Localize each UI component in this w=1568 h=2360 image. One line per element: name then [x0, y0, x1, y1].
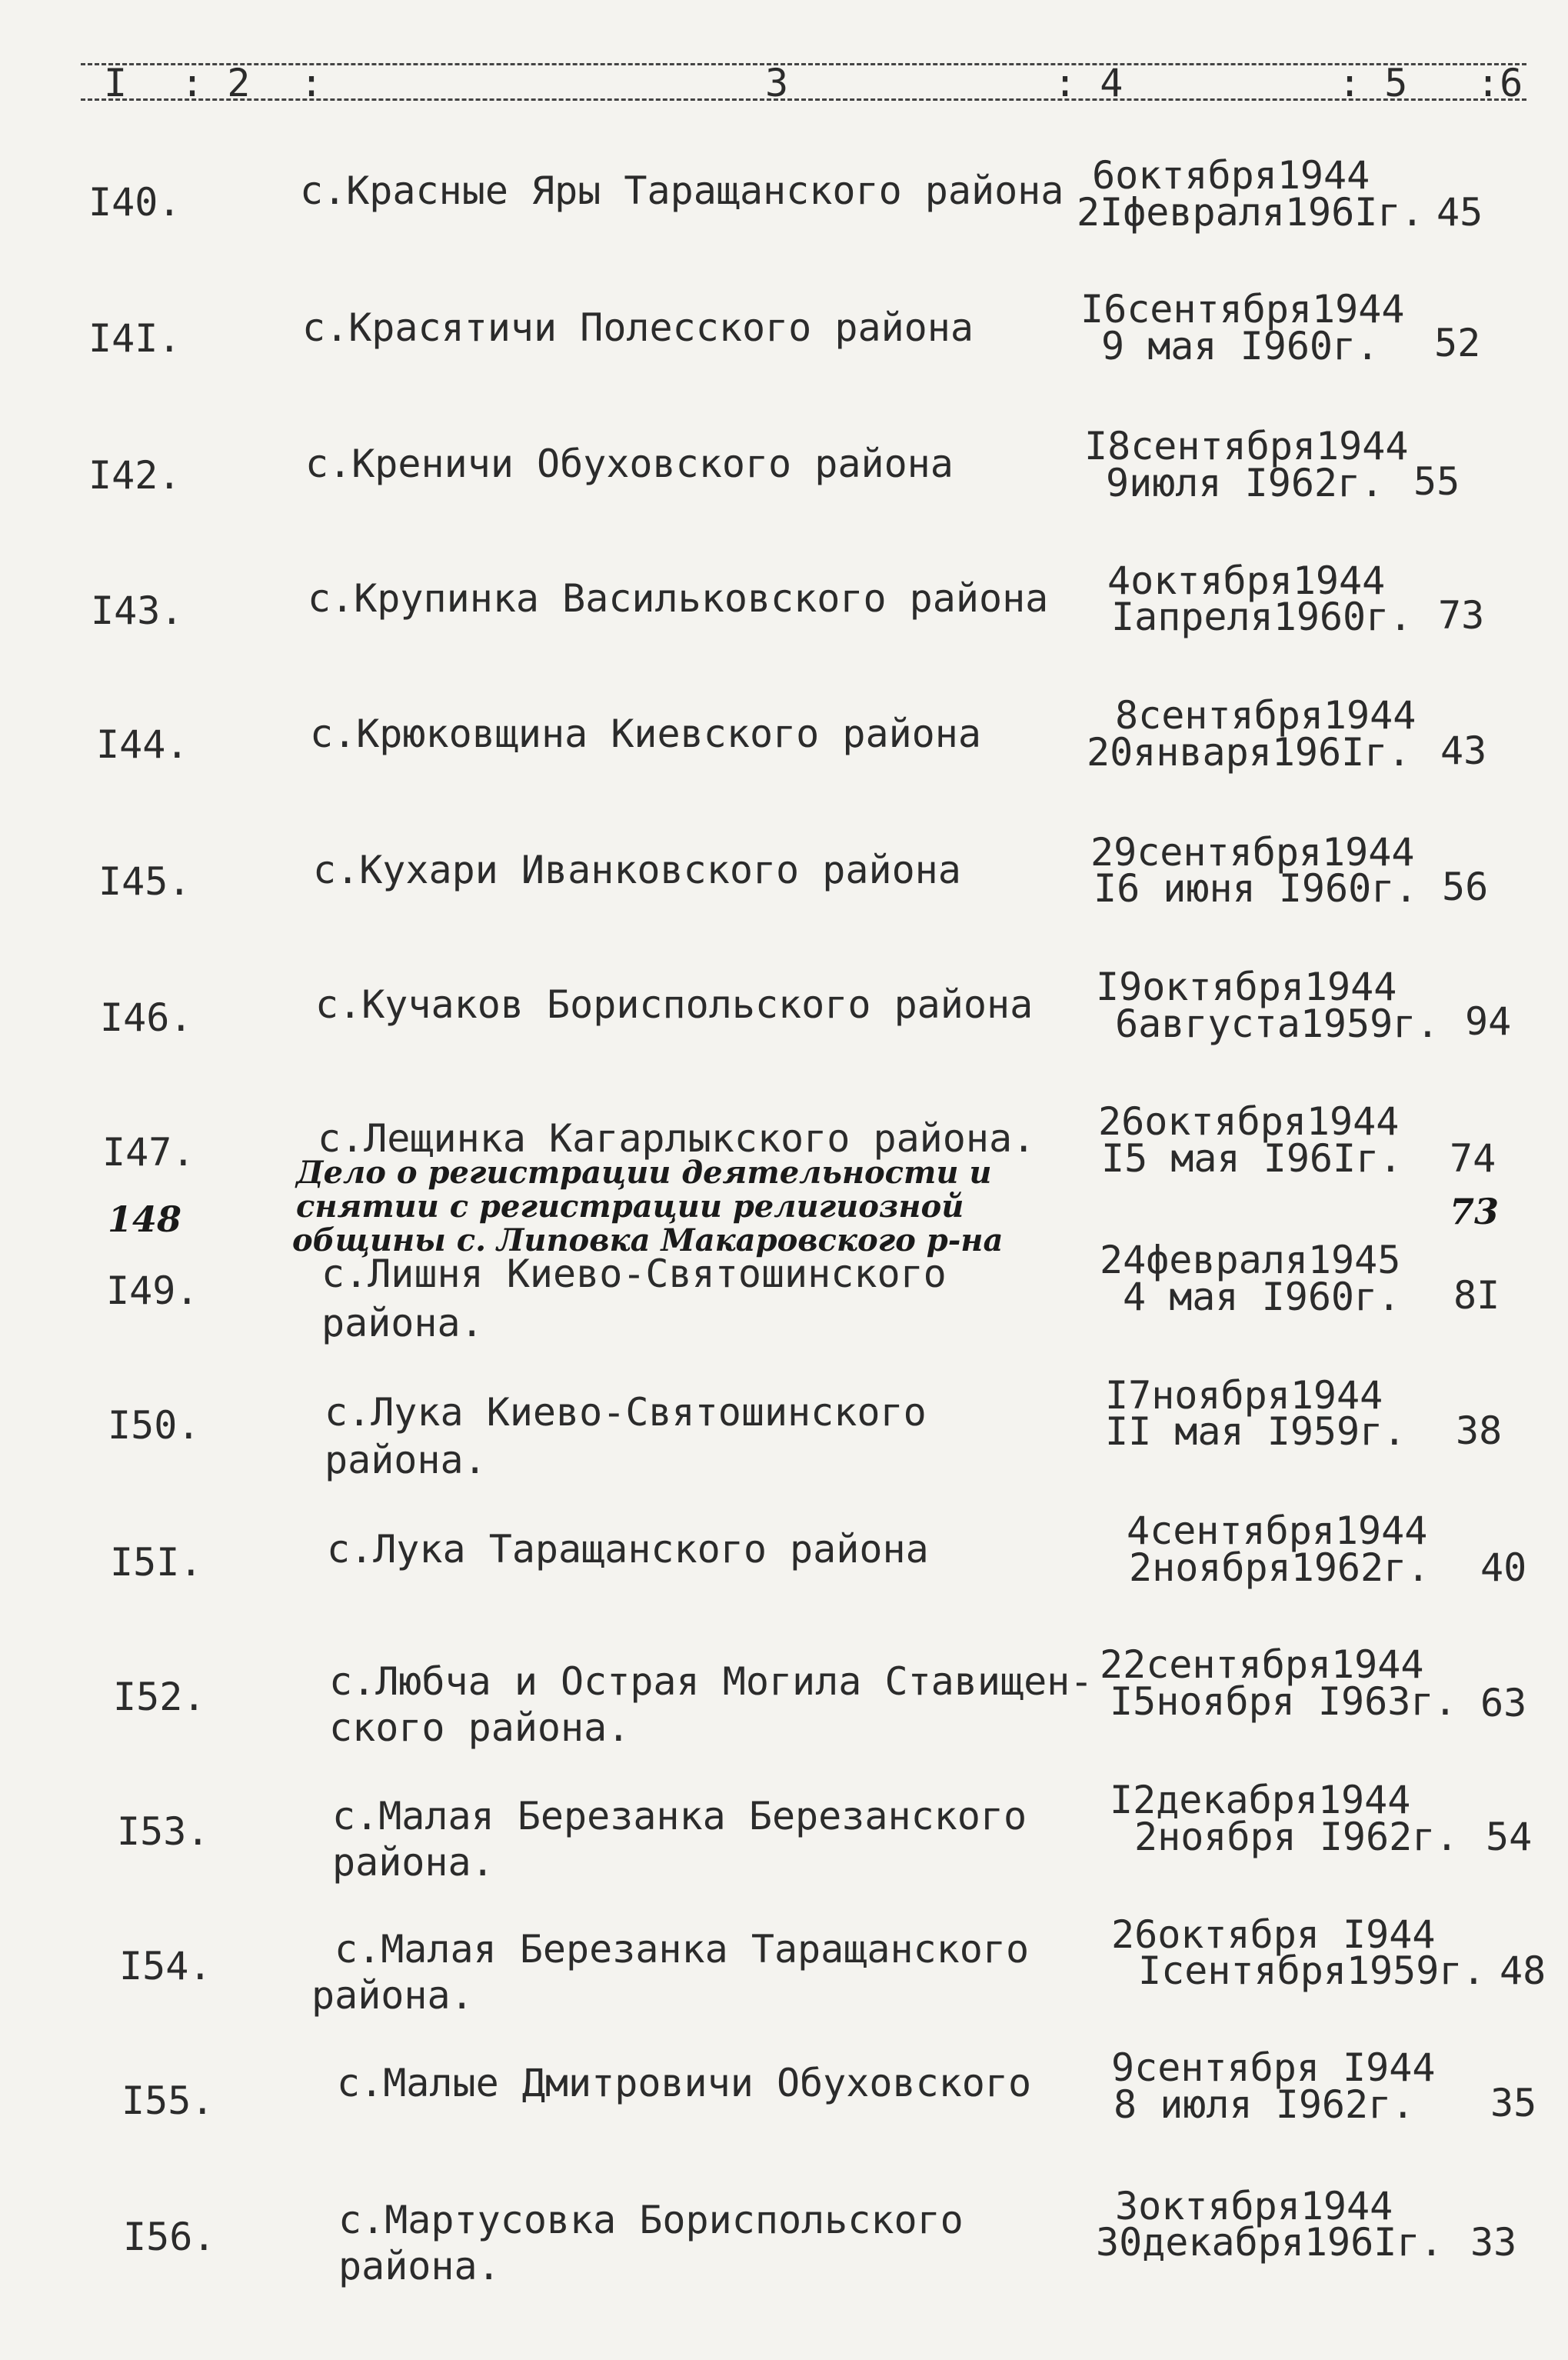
entry-sheets: 55	[1413, 459, 1460, 504]
entry-number: I42.	[88, 453, 181, 498]
entry-title: с.Кухари Иванковского района	[313, 848, 961, 892]
entry-title: с.Лещинка Кагарлыкского района.	[318, 1116, 1036, 1161]
entry-number: I4I.	[88, 316, 181, 361]
header-col-sep: :	[300, 61, 324, 105]
entry-title-continued: района.	[325, 1438, 487, 1482]
entry-number: I47.	[102, 1130, 195, 1175]
entry-date-start: I7ноября1944	[1105, 1373, 1383, 1418]
header-bottom-rule	[81, 98, 1526, 101]
entry-date-start: 26октября1944	[1098, 1099, 1400, 1144]
entry-number: I50.	[108, 1403, 201, 1448]
entry-number: I53.	[117, 1809, 210, 1854]
header-col-1: I	[104, 61, 128, 105]
entry-date-start: 6октября1944	[1092, 153, 1370, 198]
header-col-4: : 4	[1054, 61, 1124, 105]
entry-date-start: I8сентября1944	[1084, 424, 1409, 468]
entry-title-continued: ского района.	[329, 1705, 631, 1750]
entry-title: с.Мартусовка Бориспольского	[338, 2198, 964, 2242]
handwritten-line-3: общины с. Липовка Макаровского р-на	[292, 1222, 1004, 1258]
entry-date-start: I6сентября1944	[1080, 287, 1405, 332]
entry-sheets: 33	[1470, 2220, 1517, 2265]
entry-number: I5I.	[110, 1540, 203, 1585]
entry-date-end: II мая I959г.	[1105, 1409, 1407, 1454]
entry-date-start: 24февраля1945	[1100, 1238, 1401, 1282]
entry-title-continued: района.	[311, 1973, 474, 2018]
header-col-2: : 2	[181, 61, 251, 105]
entry-number: I43.	[91, 588, 184, 633]
entry-date-end: Iсентября1959г.	[1138, 1948, 1486, 1993]
entry-date-start: I9октября1944	[1096, 965, 1397, 1009]
entry-title: с.Красятичи Полесского района	[302, 305, 974, 350]
entry-date-start: 26октября I944	[1111, 1912, 1436, 1957]
handwritten-sheets: 73	[1450, 1191, 1500, 1232]
header-col-6: :6	[1476, 61, 1523, 105]
entry-date-end: 2ноября I962г.	[1134, 1815, 1459, 1859]
entry-number: I54.	[119, 1944, 212, 1988]
entry-number: I56.	[123, 2215, 216, 2259]
entry-date-start: 4сентября1944	[1127, 1508, 1428, 1553]
entry-sheets: 45	[1437, 190, 1483, 235]
entry-date-end: 2ноября1962г.	[1129, 1545, 1430, 1590]
entry-date-start: 3октября1944	[1115, 2184, 1393, 2228]
entry-date-start: 29сентября1944	[1090, 830, 1415, 875]
entry-date-start: 4октября1944	[1107, 558, 1386, 603]
entry-date-end: 4 мая I960г.	[1123, 1275, 1401, 1319]
entry-title-continued: района.	[321, 1301, 484, 1345]
entry-sheets: 73	[1438, 593, 1485, 638]
header-col-5: : 5	[1338, 61, 1408, 105]
entry-title-continued: района.	[338, 2244, 501, 2288]
entry-number: I44.	[96, 722, 189, 767]
entry-title: с.Крупинка Васильковского района	[308, 576, 1049, 621]
entry-title: с.Малая Березанка Березанского	[332, 1794, 1027, 1838]
entry-date-start: 8сентября1944	[1115, 693, 1417, 738]
entry-date-end: I5ноября I963г.	[1110, 1679, 1457, 1724]
entry-title: с.Любча и Острая Могила Ставищен-	[329, 1659, 1094, 1704]
entry-date-start: 9сентября I944	[1111, 2045, 1436, 2090]
entry-number: I40.	[88, 180, 181, 225]
entry-number: I46.	[100, 995, 193, 1040]
entry-date-end: I5 мая I96Iг.	[1101, 1136, 1403, 1181]
entry-sheets: 35	[1490, 2081, 1537, 2125]
entry-title: с.Лука Киево-Святошинского	[325, 1390, 927, 1435]
header-top-rule	[81, 63, 1526, 65]
entry-number: I52.	[113, 1675, 206, 1719]
entry-title: с.Крюковщина Киевского района	[310, 712, 981, 756]
entry-date-start: 22сентября1944	[1100, 1642, 1424, 1687]
entry-date-end: I6 июня I960г.	[1094, 866, 1418, 911]
entry-sheets: 63	[1480, 1681, 1527, 1725]
handwritten-line-1: Дело о регистрации деятельности и	[296, 1155, 992, 1191]
handwritten-line-2: снятии с регистрации религиозной	[296, 1188, 964, 1225]
entry-date-end: 2Iфевраля196Iг.	[1077, 190, 1424, 235]
entry-number: I49.	[106, 1268, 199, 1313]
entry-sheets: 74	[1450, 1136, 1496, 1181]
header-col-3: 3	[765, 61, 789, 105]
entry-date-end: 8 июля I962г.	[1114, 2082, 1415, 2127]
entry-sheets: 94	[1465, 999, 1512, 1044]
entry-sheets: 40	[1480, 1545, 1527, 1590]
entry-date-end: 6августа1959г.	[1115, 1002, 1440, 1046]
entry-sheets: 48	[1500, 1948, 1546, 1993]
entry-title: с.Лука Таращанского района	[327, 1527, 929, 1572]
entry-sheets: 56	[1442, 865, 1489, 909]
entry-date-start: I2декабря1944	[1110, 1778, 1411, 1822]
entry-date-end: 30декабря196Iг.	[1096, 2220, 1443, 2265]
entry-title: с.Кучаков Бориспольского района	[315, 982, 1034, 1027]
entry-date-end: 9 мая I960г.	[1101, 324, 1380, 368]
entry-date-end: 20января196Iг.	[1087, 730, 1411, 775]
entry-sheets: 52	[1434, 321, 1481, 365]
entry-title: с.Креничи Обуховского района	[305, 442, 954, 486]
entry-number: I55.	[122, 2078, 215, 2123]
entry-number: I45.	[98, 859, 191, 904]
entry-title-continued: района.	[332, 1840, 494, 1885]
entry-sheets: 54	[1486, 1815, 1533, 1859]
entry-title: с.Малые Дмитровичи Обуховского	[337, 2061, 1032, 2105]
entry-title: с.Красные Яры Таращанского района	[300, 168, 1064, 213]
entry-date-end: Iапреля1960г.	[1111, 595, 1413, 639]
entry-sheets: 38	[1456, 1408, 1503, 1453]
entry-title: с.Малая Березанка Таращанского	[335, 1927, 1030, 1972]
entry-title: с.Лишня Киево-Святошинского	[321, 1252, 947, 1296]
entry-sheets: 8I	[1453, 1273, 1500, 1318]
entry-sheets: 43	[1440, 728, 1487, 773]
handwritten-number: 148	[108, 1198, 182, 1240]
entry-date-end: 9июля I962г.	[1106, 461, 1384, 505]
